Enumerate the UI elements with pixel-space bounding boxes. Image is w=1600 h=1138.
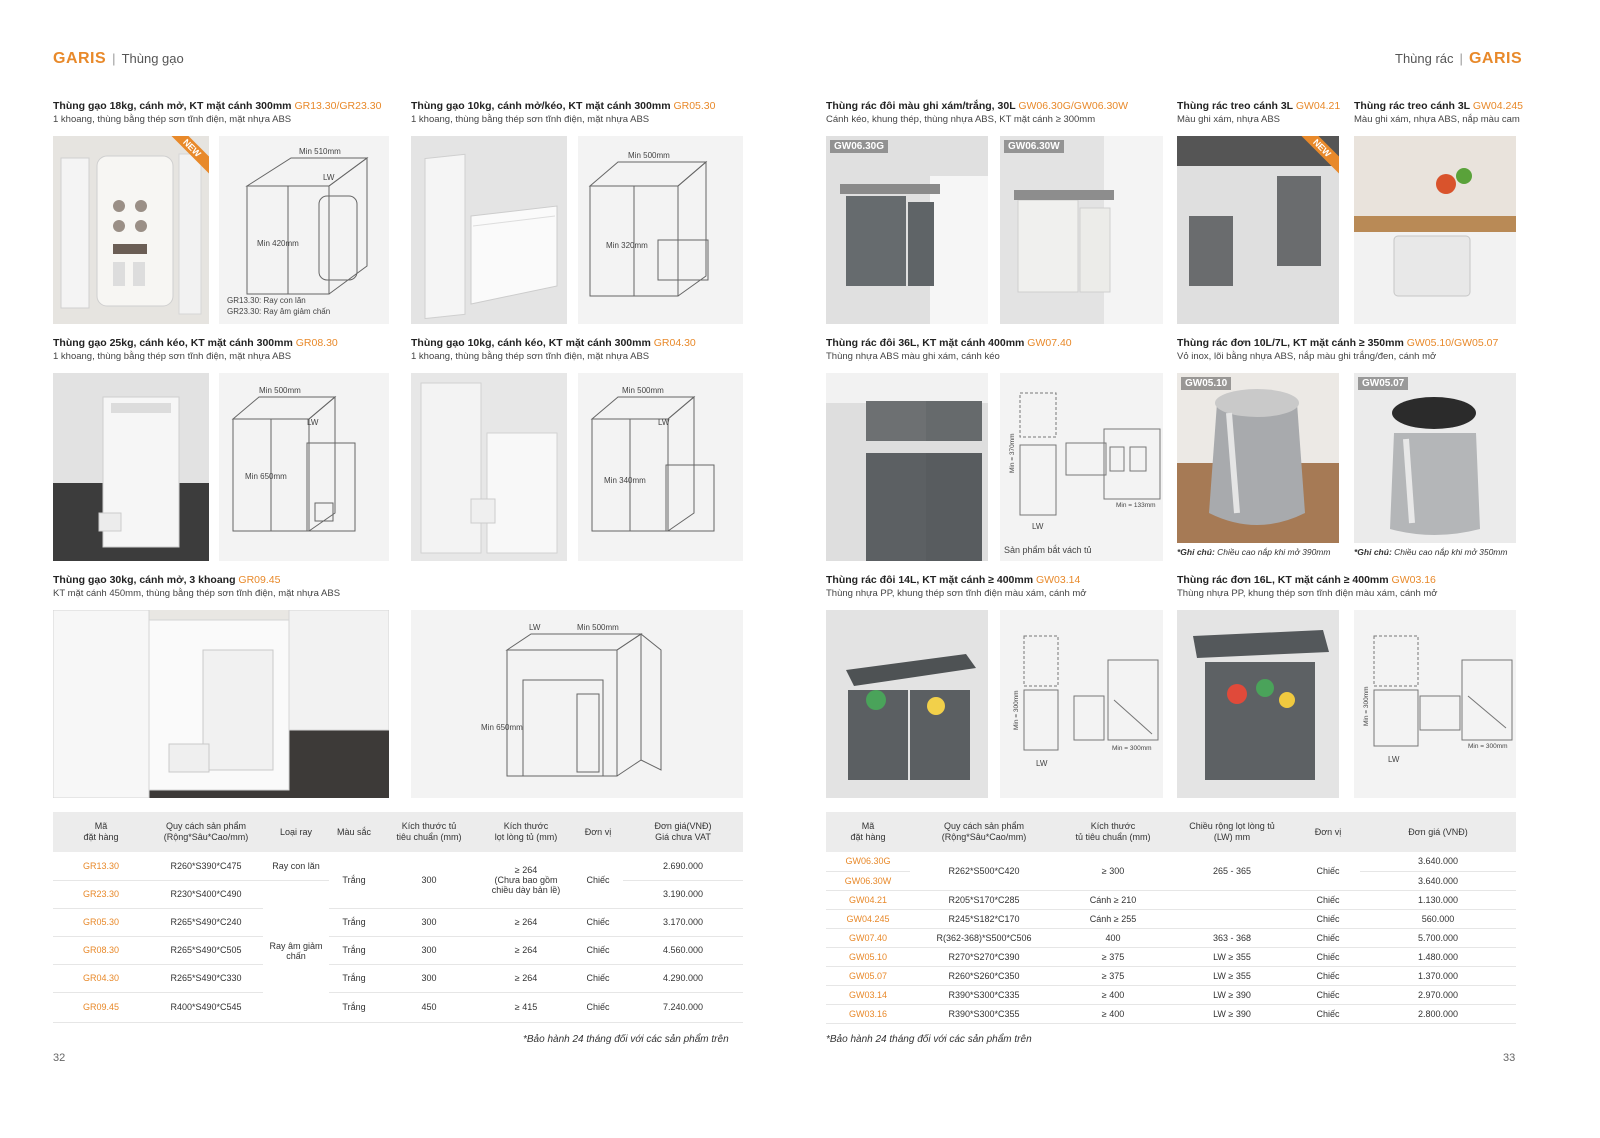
brand-logo: GARIS	[53, 50, 107, 67]
product-photo	[1354, 373, 1516, 543]
product-photo	[826, 136, 988, 324]
section-title: Thùng rác	[1395, 51, 1454, 66]
col-header: Mã đặt hàng	[826, 812, 910, 852]
product-title: Thùng rác treo cánh 3L GW04.245	[1354, 100, 1524, 112]
col-header: Quy cách sản phẩm (Rộng*Sâu*Cao/mm)	[149, 812, 263, 852]
right-price-table	[826, 812, 1516, 1024]
mount-caption: Sản phẩm bắt vách tủ	[1004, 545, 1092, 555]
rail-note: GR13.30: Ray con lăn	[227, 296, 306, 305]
product-title: Thùng rác đôi 14L, KT mặt cánh ≥ 400mm GW03.14	[826, 574, 1081, 586]
product-title: Thùng rác đơn 16L, KT mặt cánh ≥ 400mm GW03.16	[1177, 574, 1436, 586]
product-title: Thùng gạo 30kg, cánh mở, 3 khoang GR09.45	[53, 574, 281, 586]
col-header: Đơn vị	[1296, 812, 1360, 852]
product-photo	[53, 610, 389, 798]
product-drawing	[1354, 610, 1516, 798]
product-drawing	[411, 610, 743, 798]
table-row: GW06.30G R262*S500*C420 ≥ 300 265 - 365 Chiếc 3.640.000	[826, 852, 1516, 871]
product-photo	[1354, 136, 1516, 324]
product-drawing	[219, 136, 389, 324]
col-header: Đơn giá(VNĐ) Giá chưa VAT	[623, 812, 743, 852]
table-row: GW07.40 R(362-368)*S500*C506 400 363 - 368 Chiếc 5.700.000	[826, 928, 1516, 947]
product-title: Thùng gạo 25kg, cánh kéo, KT mặt cánh 300mm GR08.30	[53, 337, 338, 349]
product-tag: GW06.30W	[1004, 140, 1064, 153]
product-drawing	[219, 373, 389, 561]
dim-label: LW	[1036, 759, 1048, 768]
table-row: GW03.16 R390*S300*C355 ≥ 400 LW ≥ 390 Chiếc 2.800.000	[826, 1004, 1516, 1023]
product-title: Thùng gạo 10kg, cánh kéo, KT mặt cánh 300mm GR04.30	[411, 337, 696, 349]
product-tag: GW06.30G	[830, 140, 888, 153]
col-header: Kích thước lọt lòng tủ (mm)	[479, 812, 573, 852]
dim-label: Min = 300mm	[1363, 686, 1370, 726]
table-row: GW04.21 R205*S170*C285 Cánh ≥ 210 Chiếc 1.130.000	[826, 890, 1516, 909]
product-title: Thùng rác đôi màu ghi xám/trắng, 30L GW06.30G/GW06.30W	[826, 100, 1129, 112]
product-desc: Màu ghi xám, nhựa ABS, nắp màu cam	[1354, 114, 1520, 125]
product-desc: KT mặt cánh 450mm, thùng bằng thép sơn tĩnh điện, mặt nhựa ABS	[53, 588, 341, 599]
product-desc: 1 khoang, thùng bằng thép sơn tĩnh điện, mặt nhựa ABS	[53, 351, 292, 362]
left-header: GARIS | Thùng gạo	[53, 50, 184, 67]
dim-label: Min = 300mm	[1468, 743, 1508, 750]
product-desc: Vỏ inox, lõi bằng nhựa ABS, nắp màu ghi trắng/đen, cánh mở	[1177, 351, 1437, 362]
dim-label: Min = 370mm	[1009, 433, 1016, 473]
col-header: Loại ray	[263, 812, 329, 852]
product-title: Thùng rác đơn 10L/7L, KT mặt cánh ≥ 350mm GW05.10/GW05.07	[1177, 337, 1499, 349]
col-header: Kích thước tủ tiêu chuẩn (mm)	[1058, 812, 1168, 852]
table-row: GW06.30W 3.640.000	[826, 871, 1516, 890]
new-ribbon: NEW	[1293, 136, 1339, 177]
product-photo	[1177, 610, 1339, 798]
product-title: Thùng rác treo cánh 3L GW04.21	[1177, 100, 1341, 112]
table-row: GR08.30 R265*S490*C505 Trắng 300 ≥ 264 Chiếc 4.560.000	[53, 936, 743, 964]
dim-label: Min 650mm	[245, 472, 287, 481]
dim-label: Min 650mm	[481, 723, 523, 732]
dim-label: Min 500mm	[259, 386, 301, 395]
product-note: *Ghi chú: Chiều cao nắp khi mở 350mm	[1354, 547, 1508, 557]
product-photo	[1177, 373, 1339, 543]
table-row: GW03.14 R390*S300*C335 ≥ 400 LW ≥ 390 Chiếc 2.970.000	[826, 985, 1516, 1004]
col-header: Kích thước tủ tiêu chuẩn (mm)	[379, 812, 479, 852]
product-desc: 1 khoang, thùng bằng thép sơn tĩnh điện, mặt nhựa ABS	[411, 114, 650, 125]
product-drawing	[578, 136, 743, 324]
product-desc: 1 khoang, thùng bằng thép sơn tĩnh điện, mặt nhựa ABS	[411, 351, 650, 362]
dim-label: Min 500mm	[628, 151, 670, 160]
dim-label: LW	[658, 418, 670, 427]
product-desc: Thùng nhựa ABS màu ghi xám, cánh kéo	[826, 351, 1000, 362]
dim-label: Min 510mm	[299, 147, 341, 156]
dim-label: LW	[307, 418, 319, 427]
product-desc: Màu ghi xám, nhựa ABS	[1177, 114, 1280, 125]
page-number: 32	[53, 1052, 66, 1064]
dim-label: LW	[323, 173, 335, 182]
product-tag: GW05.10	[1181, 377, 1231, 390]
product-title: Thùng gạo 18kg, cánh mở, KT mặt cánh 300mm GR13.30/GR23.30	[53, 100, 382, 112]
product-photo	[53, 373, 209, 561]
dim-label: Min 420mm	[257, 239, 299, 248]
product-photo	[1177, 136, 1339, 324]
dim-label: Min 320mm	[606, 241, 648, 250]
product-photo	[1000, 136, 1163, 324]
product-desc: 1 khoang, thùng bằng thép sơn tĩnh điện, mặt nhựa ABS	[53, 114, 292, 125]
table-row: GR04.30 R265*S490*C330 Trắng 300 ≥ 264 Chiếc 4.290.000	[53, 964, 743, 992]
product-drawing	[1000, 610, 1163, 798]
table-row: GW05.07 R260*S260*C350 ≥ 375 LW ≥ 355 Chiếc 1.370.000	[826, 966, 1516, 985]
product-desc: Thùng nhựa PP, khung thép sơn tĩnh điện màu xám, cánh mở	[1177, 588, 1438, 599]
product-drawing	[578, 373, 743, 561]
product-desc: Cánh kéo, khung thép, thùng nhựa ABS, KT mặt cánh ≥ 300mm	[826, 114, 1096, 125]
warranty-note: *Bảo hành 24 tháng đối với các sản phẩm trên	[523, 1034, 729, 1045]
product-tag: GW05.07	[1358, 377, 1408, 390]
product-photo	[411, 136, 567, 324]
table-row: GR23.30 R230*S400*C490 Ray âm giảm chấn 3.190.000	[53, 880, 743, 908]
product-title: Thùng rác đôi 36L, KT mặt cánh 400mm GW07.40	[826, 337, 1072, 349]
dim-label: LW	[1032, 522, 1044, 531]
table-row: GR13.30 R260*S390*C475 Ray con lăn Trắng 300 ≥ 264 (Chưa bao gồm chiều dày bản lề) Chiếc 2.690.000	[53, 852, 743, 880]
dim-label: Min 340mm	[604, 476, 646, 485]
product-title: Thùng gạo 10kg, cánh mở/kéo, KT mặt cánh 300mm GR05.30	[411, 100, 716, 112]
brand-logo: GARIS	[1468, 50, 1523, 67]
product-desc: Thùng nhựa PP, khung thép sơn tĩnh điện màu xám, cánh mở	[826, 588, 1087, 599]
dim-label: LW	[1388, 755, 1400, 764]
dim-label: LW	[529, 623, 541, 632]
product-photo	[411, 373, 567, 561]
page-number: 33	[1503, 1052, 1516, 1064]
table-row: GW05.10 R270*S270*C390 ≥ 375 LW ≥ 355 Chiếc 1.480.000	[826, 947, 1516, 966]
table-row: GW04.245 R245*S182*C170 Cánh ≥ 255 Chiếc 560.000	[826, 909, 1516, 928]
table-row: GR09.45 R400*S490*C545 Trắng 450 ≥ 415 Chiếc 7.240.000	[53, 992, 743, 1022]
product-photo	[53, 136, 209, 324]
rail-note: GR23.30: Ray âm giảm chấn	[227, 307, 331, 316]
col-header: Đơn vị	[573, 812, 623, 852]
col-header: Quy cách sản phẩm (Rộng*Sâu*Cao/mm)	[910, 812, 1058, 852]
product-note: *Ghi chú: Chiều cao nắp khi mở 390mm	[1177, 547, 1331, 557]
table-row: GR05.30 R265*S490*C240 Trắng 300 ≥ 264 Chiếc 3.170.000	[53, 908, 743, 936]
warranty-note: *Bảo hành 24 tháng đối với các sản phẩm trên	[826, 1034, 1032, 1045]
col-header: Màu sắc	[329, 812, 379, 852]
product-photo	[826, 610, 988, 798]
col-header: Chiều rộng lọt lòng tủ (LW) mm	[1168, 812, 1296, 852]
left-price-table	[53, 812, 743, 1023]
dim-label: Min = 133mm	[1116, 502, 1156, 509]
col-header: Mã đặt hàng	[53, 812, 149, 852]
dim-label: Min = 300mm	[1013, 690, 1020, 730]
right-header: Thùng rác | GARIS	[1395, 50, 1523, 67]
section-title: Thùng gạo	[121, 51, 184, 66]
col-header: Đơn giá (VNĐ)	[1360, 812, 1516, 852]
product-photo	[826, 373, 988, 561]
product-drawing	[1000, 373, 1163, 561]
dim-label: Min = 300mm	[1112, 745, 1152, 752]
dim-label: Min 500mm	[577, 623, 619, 632]
dim-label: Min 500mm	[622, 386, 664, 395]
new-ribbon: NEW	[163, 136, 209, 177]
